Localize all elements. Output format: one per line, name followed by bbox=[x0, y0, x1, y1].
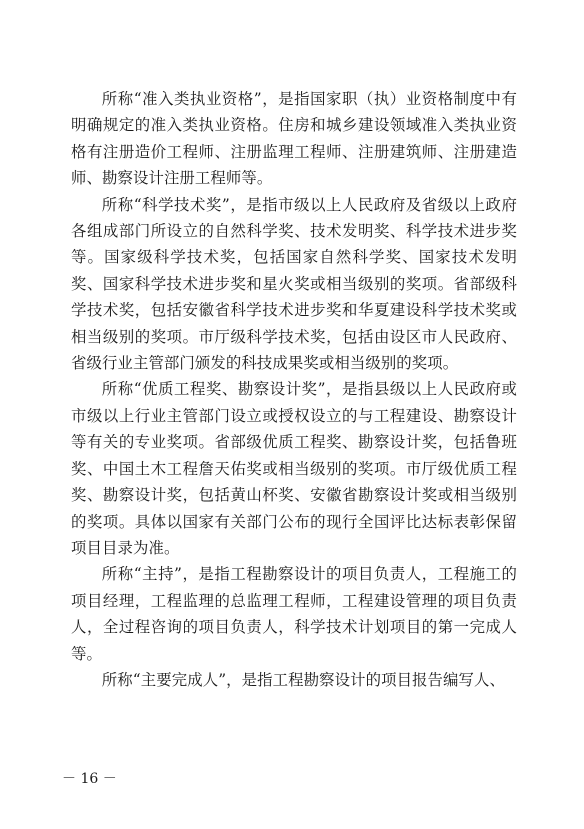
paragraph-quality-award-definition: 所称“优质工程奖、勘察设计奖”，是指县级以上人民政府或市级以上行业主管部门设立或授权设立的与工程建设、勘察设计等有关的专业奖项。省部级优质工程奖、勘察设计奖，包括鲁班奖、中国土木工程詹天佑奖或相当级别的奖项。市厅级优质工程奖、勘察设计奖，包括黄山杯奖、安徽省勘察设计奖或相当级别的奖项。具体以国家有关部门公布的现行全国评比达标表彰保留项目目录为准。 bbox=[71, 380, 517, 557]
page-number: － 16 － bbox=[62, 771, 117, 787]
paragraph-qualification-definition: 所称“准入类执业资格”，是指国家职（执）业资格制度中有明确规定的准入类执业资格。住房和城乡建设领域准入类执业资格有注册造价工程师、注册监理工程师、注册建筑师、注册建造师、勘察设计注册工程师等。 bbox=[71, 90, 517, 188]
paragraph-main-contributor-definition: 所称“主要完成人”，是指工程勘察设计的项目报告编写人、 bbox=[101, 670, 505, 689]
paragraph-host-definition: 所称“主持”，是指工程勘察设计的项目负责人，工程施工的项目经理，工程监理的总监理工程师，工程建设管理的项目负责人，全过程咨询的项目负责人，科学技术计划项目的第一完成人等。 bbox=[71, 565, 517, 663]
document-body bbox=[71, 86, 517, 693]
paragraph-science-award-definition: 所称“科学技术奖”，是指市级以上人民政府及省级以上政府各组成部门所设立的自然科学奖、技术发明奖、科学技术进步奖等。国家级科学技术奖，包括国家自然科学奖、国家技术发明奖、国家科学技术进步奖和星火奖或相当级别的奖项。省部级科学技术奖，包括安徽省科学技术进步奖和华夏建设科学技术奖或相当级别的奖项。市厅级科学技术奖，包括由设区市人民政府、省级行业主管部门颁发的科技成果奖或相当级别的奖项。 bbox=[71, 195, 517, 373]
